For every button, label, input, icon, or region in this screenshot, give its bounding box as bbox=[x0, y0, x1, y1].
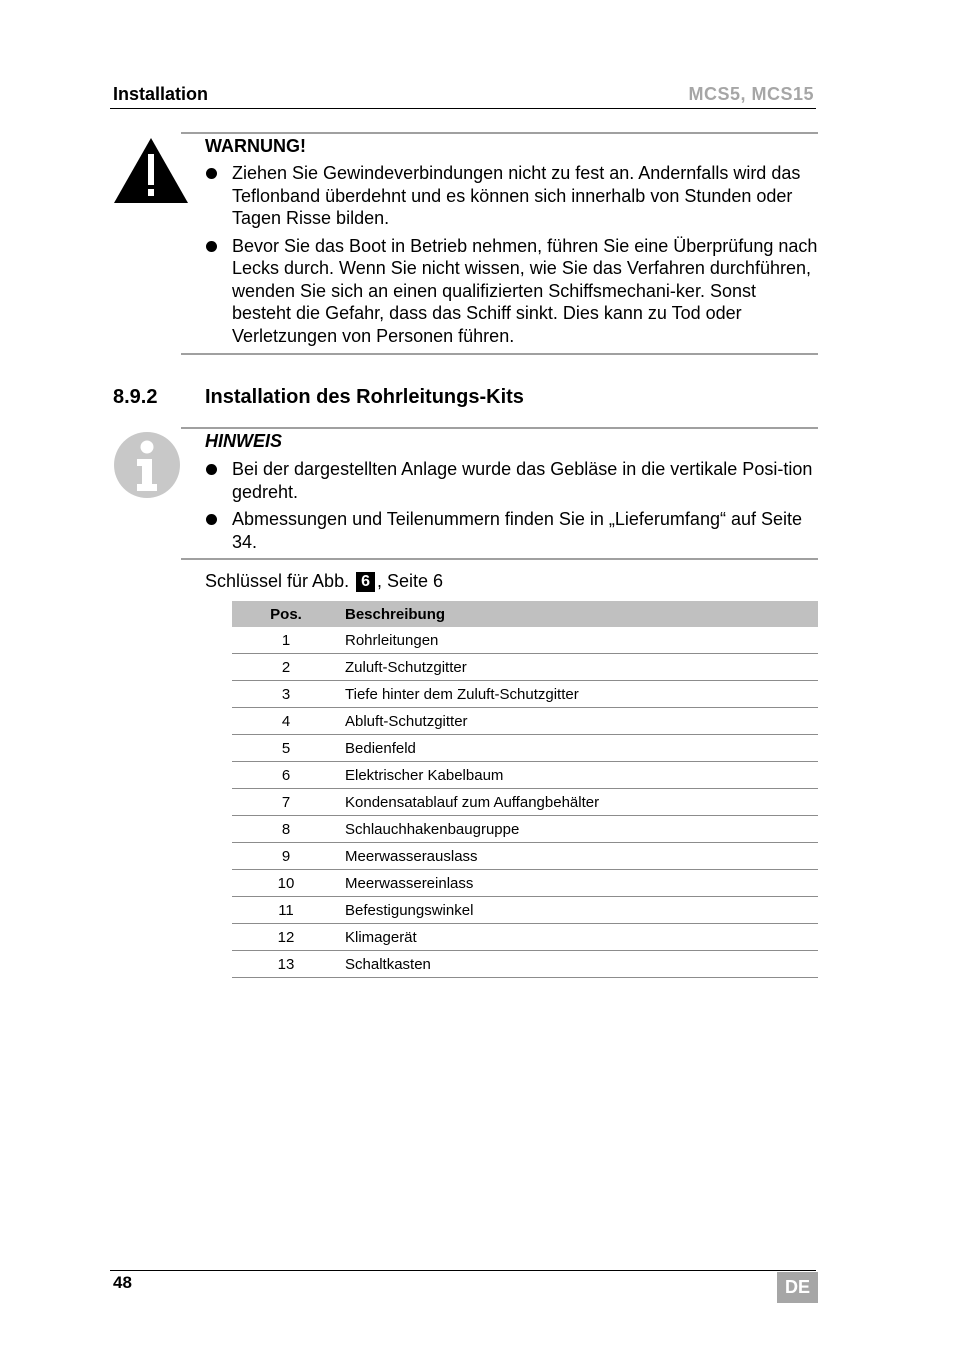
warning-top-rule bbox=[181, 132, 818, 134]
notice-bottom-rule bbox=[181, 558, 818, 560]
description-cell: Rohrleitungen bbox=[340, 627, 818, 654]
table-row bbox=[232, 843, 818, 870]
table-row bbox=[232, 789, 818, 816]
table-row bbox=[232, 681, 818, 708]
bullet-icon bbox=[206, 464, 217, 475]
notice-list-item: Bei der dargestellten Anlage wurde das Gebläse in die vertikale Posi-tion gedreht. bbox=[205, 458, 819, 503]
warning-list bbox=[205, 162, 819, 352]
pos-cell: 8 bbox=[232, 816, 340, 843]
pos-cell: 5 bbox=[232, 735, 340, 762]
info-icon bbox=[113, 431, 181, 499]
description-cell: Befestigungswinkel bbox=[340, 897, 818, 924]
figure-number-badge: 6 bbox=[356, 572, 375, 592]
description-cell: Tiefe hinter dem Zuluft-Schutzgitter bbox=[340, 681, 818, 708]
header-section-title: Installation bbox=[113, 84, 209, 104]
notice-list bbox=[205, 458, 819, 558]
pos-cell: 9 bbox=[232, 843, 340, 870]
notice-list-item: Abmessungen und Teilenummern finden Sie in „Lieferumfang“ auf Seite 34. bbox=[205, 508, 819, 553]
description-cell: Klimagerät bbox=[340, 924, 818, 951]
description-cell: Meerwasserauslass bbox=[340, 843, 818, 870]
pos-cell: 4 bbox=[232, 708, 340, 735]
header-divider bbox=[110, 108, 816, 109]
pos-cell: 2 bbox=[232, 654, 340, 681]
table-row bbox=[232, 654, 818, 681]
description-cell: Zuluft-Schutzgitter bbox=[340, 654, 818, 681]
warning-list-item: Ziehen Sie Gewindeverbindungen nicht zu fest an. Andernfalls wird das Teflonband überdehnt und es können sich innerhalb von Stunden oder Tagen Risse bilden. bbox=[205, 162, 819, 230]
description-cell: Schlauchhakenbaugruppe bbox=[340, 816, 818, 843]
figure-legend-table bbox=[232, 601, 818, 978]
table-row bbox=[232, 897, 818, 924]
description-cell: Elektrischer Kabelbaum bbox=[340, 762, 818, 789]
warning-list-item: Bevor Sie das Boot in Betrieb nehmen, führen Sie eine Überprüfung nach Lecks durch. Wenn Sie nicht wissen, wie Sie das Verfahren durchführen, wenden Sie sich an einen qualifizierten Schiffsmechani-ker. Sonst besteht die Gefahr, dass das Schiff sinkt. Dies kann zu Tod oder Verletzungen von Personen führen. bbox=[205, 235, 819, 348]
header-model-name: MCS5, MCS15 bbox=[688, 84, 814, 104]
pos-cell: 1 bbox=[232, 627, 340, 654]
table-row bbox=[232, 627, 818, 654]
column-header-pos: Pos. bbox=[232, 601, 340, 627]
pos-cell: 10 bbox=[232, 870, 340, 897]
table-row bbox=[232, 870, 818, 897]
bullet-icon bbox=[206, 241, 217, 252]
warning-title: WARNUNG! bbox=[205, 136, 306, 156]
warning-bottom-rule bbox=[181, 353, 818, 355]
pos-cell: 3 bbox=[232, 681, 340, 708]
description-cell: Schaltkasten bbox=[340, 951, 818, 978]
table-row bbox=[232, 924, 818, 951]
language-badge: DE bbox=[777, 1272, 818, 1303]
pos-cell: 11 bbox=[232, 897, 340, 924]
description-cell: Kondensatablauf zum Auffangbehälter bbox=[340, 789, 818, 816]
pos-cell: 7 bbox=[232, 789, 340, 816]
page-number: 48 bbox=[113, 1273, 132, 1292]
figure-key-caption: Schlüssel für Abb. 6 , Seite 6 bbox=[205, 571, 444, 591]
pos-cell: 13 bbox=[232, 951, 340, 978]
table-row bbox=[232, 762, 818, 789]
notice-top-rule bbox=[181, 427, 818, 429]
pos-cell: 12 bbox=[232, 924, 340, 951]
pos-cell: 6 bbox=[232, 762, 340, 789]
column-header-description: Beschreibung bbox=[340, 601, 818, 627]
description-cell: Bedienfeld bbox=[340, 735, 818, 762]
bullet-icon bbox=[206, 514, 217, 525]
table-row bbox=[232, 735, 818, 762]
warning-triangle-icon bbox=[113, 136, 189, 204]
section-number: 8.9.2 bbox=[113, 386, 158, 408]
table-row bbox=[232, 708, 818, 735]
footer-divider bbox=[110, 1270, 816, 1271]
description-cell: Abluft-Schutzgitter bbox=[340, 708, 818, 735]
notice-title: HINWEIS bbox=[205, 431, 283, 451]
table-row bbox=[232, 816, 818, 843]
table-header-row bbox=[232, 601, 818, 627]
table-row bbox=[232, 951, 818, 978]
bullet-icon bbox=[206, 168, 217, 179]
section-title: Installation des Rohrleitungs-Kits bbox=[205, 386, 524, 408]
description-cell: Meerwassereinlass bbox=[340, 870, 818, 897]
